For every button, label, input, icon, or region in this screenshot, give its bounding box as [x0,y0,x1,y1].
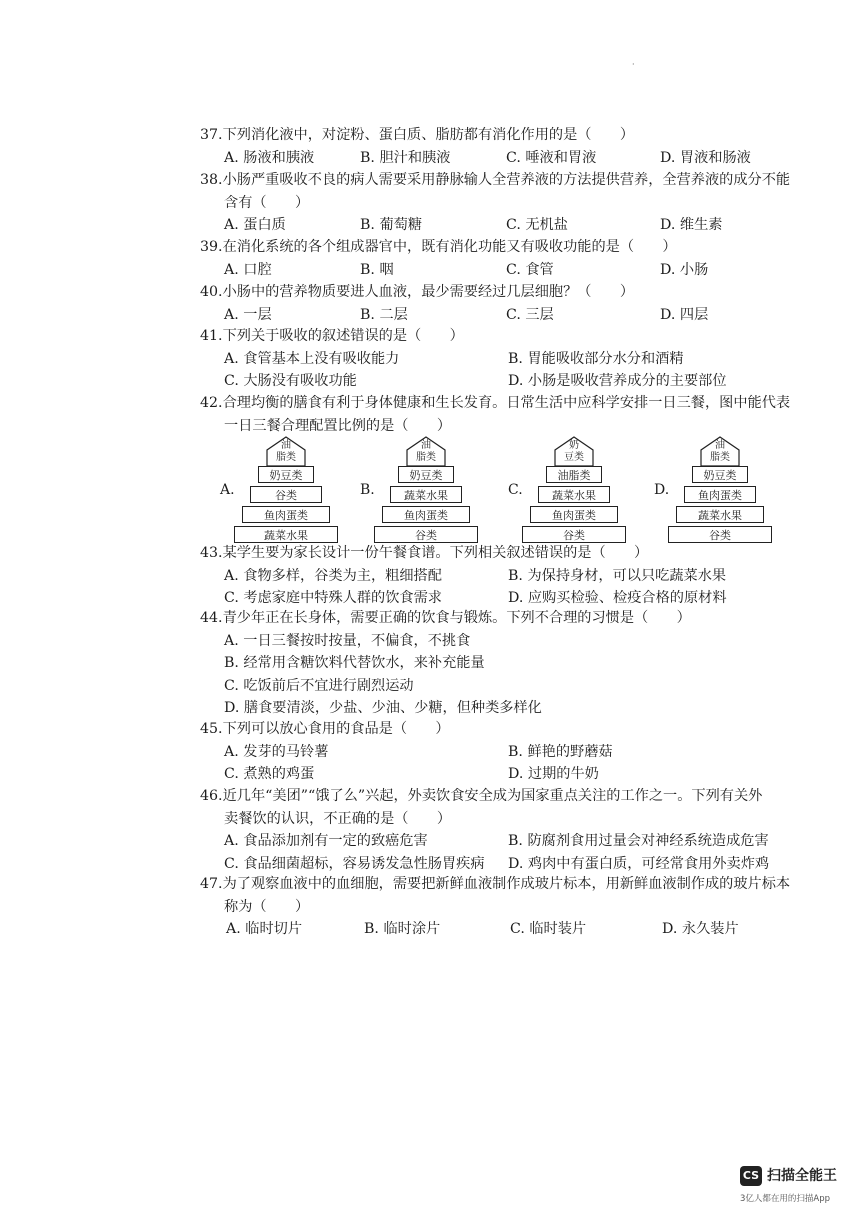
option-c: C. 三层 [506,306,554,323]
pyramid-tier: 奶豆类 [258,466,314,483]
option-c: C. 食品细菌超标，容易诱发急性肠胃疾病 [224,855,485,872]
question-stem: 39.在消化系统的各个组成器官中，既有消化功能又有吸收功能的是（ ） [200,239,677,255]
question-stem-cont: 称为（ ） [224,898,310,915]
options-row [200,214,800,237]
option-d: D. 胃液和肠液 [660,149,751,166]
pyramid-option-letter: A. [220,482,235,498]
option-b: B. 临时涂片 [364,921,441,937]
option-b: B. 防腐剂食用过量会对神经系统造成危害 [508,833,769,849]
options-row [200,304,800,327]
pyramid-roof-label: 油 [421,440,431,451]
options-row [200,259,800,282]
option-d: D. 鸡肉中有蛋白质，可经常食用外卖炸鸡 [508,855,770,872]
option-b: B. 鲜艳的野蘑菇 [508,743,613,760]
option-c: C. 吃饭前后不宜进行剧烈运动 [224,677,414,694]
question-stem: 38.小肠严重吸收不良的病人需要采用静脉输人全营养液的方法提供营养，全营养液的成分不能 [200,172,791,188]
pyramid-tier: 谷类 [522,526,626,543]
options-row [200,370,800,393]
options-row [200,565,800,588]
pyramid-tier: 油脂类 [546,466,602,483]
pyramid-tier: 鱼肉蛋类 [530,506,618,523]
pyramid-tier: 蔬菜水果 [538,486,610,503]
option-d: D. 小肠 [660,261,709,278]
option-c: C. 食管 [506,261,554,278]
question-47 [200,873,800,941]
pyramid-option-d [654,436,774,548]
option-a: A. 食物多样，谷类为主，粗细搭配 [224,567,442,584]
option-b: B. 二层 [360,306,408,323]
pyramid-tier: 鱼肉蛋类 [242,506,330,523]
pyramid-roof [700,436,740,466]
question-37 [200,124,800,169]
pyramid-option-c [508,436,628,548]
pyramid-tier: 蔬菜水果 [234,526,338,543]
question-stem: 43.某学生要为家长设计一份午餐食谱。下列相关叙述错误的是（ ） [200,545,649,561]
option-d: D. 膳食要清淡，少盐、少油、少糖，但种类多样化 [224,700,542,716]
question-stem: 37.下列消化液中，对淀粉、蛋白质、脂肪都有消化作用的是（ ） [200,127,635,143]
option-a: A. 蛋白质 [224,217,286,233]
question-stem-cont: 含有（ ） [224,194,310,211]
option-c: C. 唾液和胃液 [506,149,597,166]
option-d: D. 过期的牛奶 [508,766,599,782]
options-row [200,853,800,876]
option-b: B. 咽 [360,261,394,278]
pyramid-option-letter: B. [360,482,375,498]
pyramid-tier: 奶豆类 [692,466,748,483]
pyramid-tier: 蔬菜水果 [676,506,764,523]
pyramid-roof-label: 油 [281,440,291,451]
question-38 [200,169,800,237]
watermark-name: 扫描全能王 [767,1168,837,1184]
option-a: A. 发芽的马铃薯 [224,743,329,760]
option-a: A. 口腔 [224,261,272,278]
option-b: B. 胃能吸收部分水分和酒精 [508,350,684,367]
pyramid-stack [234,436,338,548]
pyramid-tier: 谷类 [374,526,478,543]
food-pyramid-options [220,436,780,548]
pyramid-tier: 谷类 [250,486,322,503]
option-a: A. 临时切片 [226,921,303,937]
pyramid-tier: 鱼肉蛋类 [684,486,756,503]
pyramid-option-letter: D. [654,482,670,498]
option-a: A. 肠液和胰液 [224,149,315,166]
option-c: C. 临时装片 [510,921,587,937]
pyramid-roof [554,436,594,466]
question-stem-cont: 卖餐饮的认识，不正确的是（ ） [224,810,452,827]
pyramid-roof-label: 奶 [569,440,579,451]
options-row [200,830,800,853]
pyramid-option-letter: C. [508,482,523,498]
option-d: D. 维生素 [660,217,723,233]
option-d: D. 永久装片 [662,921,739,937]
scanner-watermark [740,1166,850,1206]
pyramid-roof-label: 脂类 [710,452,730,463]
pyramid-roof-label: 脂类 [416,452,436,463]
question-stem: 45.下列可以放心食用的食品是（ ） [200,721,450,737]
option-a: A. 一日三餐按时按量，不偏食，不挑食 [224,632,471,649]
question-stem: 44.青少年正在长身体，需要正确的饮食与锻炼。下列不合理的习惯是（ ） [200,610,691,626]
pyramid-tier: 谷类 [668,526,772,543]
pyramid-stack [668,436,772,548]
option-c: C. 无机盐 [506,217,568,233]
options-row [200,348,800,371]
question-44 [200,607,800,720]
pyramid-tier: 奶豆类 [398,466,454,483]
pyramid-stack [522,436,626,548]
camscanner-logo-icon: CS [740,1166,762,1186]
pyramid-roof [266,436,306,466]
question-39 [200,236,800,281]
options-row [200,763,800,786]
options-row [200,918,800,941]
question-stem: 42.合理均衡的膳食有利于身体健康和生长发育。日常生活中应科学安排一日三餐，图中能代表 [200,395,791,411]
option-d: D. 应购买检验、检疫合格的原材料 [508,590,727,606]
question-stem: 41.下列关于吸收的叙述错误的是（ ） [200,328,464,344]
question-41 [200,325,800,393]
pyramid-roof-label: 豆类 [564,452,584,463]
option-a: A. 食品添加剂有一定的致癌危害 [224,833,428,849]
pyramid-option-b [360,436,480,548]
question-stem: 47.为了观察血液中的血细胞，需要把新鲜血液制作成玻片标本，用新鲜血液制作成的玻片标本 [200,876,791,892]
option-c: C. 考虑家庭中特殊人群的饮食需求 [224,590,442,606]
watermark-subtitle: 3亿人都在用的扫描App [740,1194,831,1204]
pyramid-stack [374,436,478,548]
pyramid-option-a [220,436,340,548]
scan-speck: · [632,60,635,69]
options-row [200,147,800,170]
option-b: B. 胆汁和胰液 [360,149,451,166]
option-a: A. 食管基本上没有吸收能力 [224,350,400,367]
pyramid-roof [406,436,446,466]
question-46 [200,785,800,875]
question-42 [200,392,800,437]
option-b: B. 为保持身材，可以只吃蔬菜水果 [508,567,727,584]
pyramid-tier: 蔬菜水果 [390,486,462,503]
option-d: D. 小肠是吸收营养成分的主要部位 [508,373,727,389]
option-b: B. 葡萄糖 [360,217,423,233]
options-row [200,741,800,764]
option-b: B. 经常用含糖饮料代替饮水，来补充能量 [224,655,485,671]
option-d: D. 四层 [660,306,709,323]
question-43 [200,542,800,610]
pyramid-roof-label: 油 [715,440,725,451]
option-c: C. 大肠没有吸收功能 [224,373,357,389]
question-stem: 46.近几年“美团”“饿了么”兴起，外卖饮食安全成为国家重点关注的工作之一。下列有关外 [200,788,763,804]
pyramid-roof-label: 脂类 [276,452,296,463]
question-stem: 40.小肠中的营养物质要进人血液，最少需要经过几层细胞？（ ） [200,284,635,300]
question-40 [200,281,800,326]
question-stem-cont: 一日三餐合理配置比例的是（ ） [224,417,452,434]
pyramid-tier: 鱼肉蛋类 [382,506,470,523]
option-c: C. 煮熟的鸡蛋 [224,766,315,782]
option-a: A. 一层 [224,306,272,323]
question-45 [200,718,800,786]
